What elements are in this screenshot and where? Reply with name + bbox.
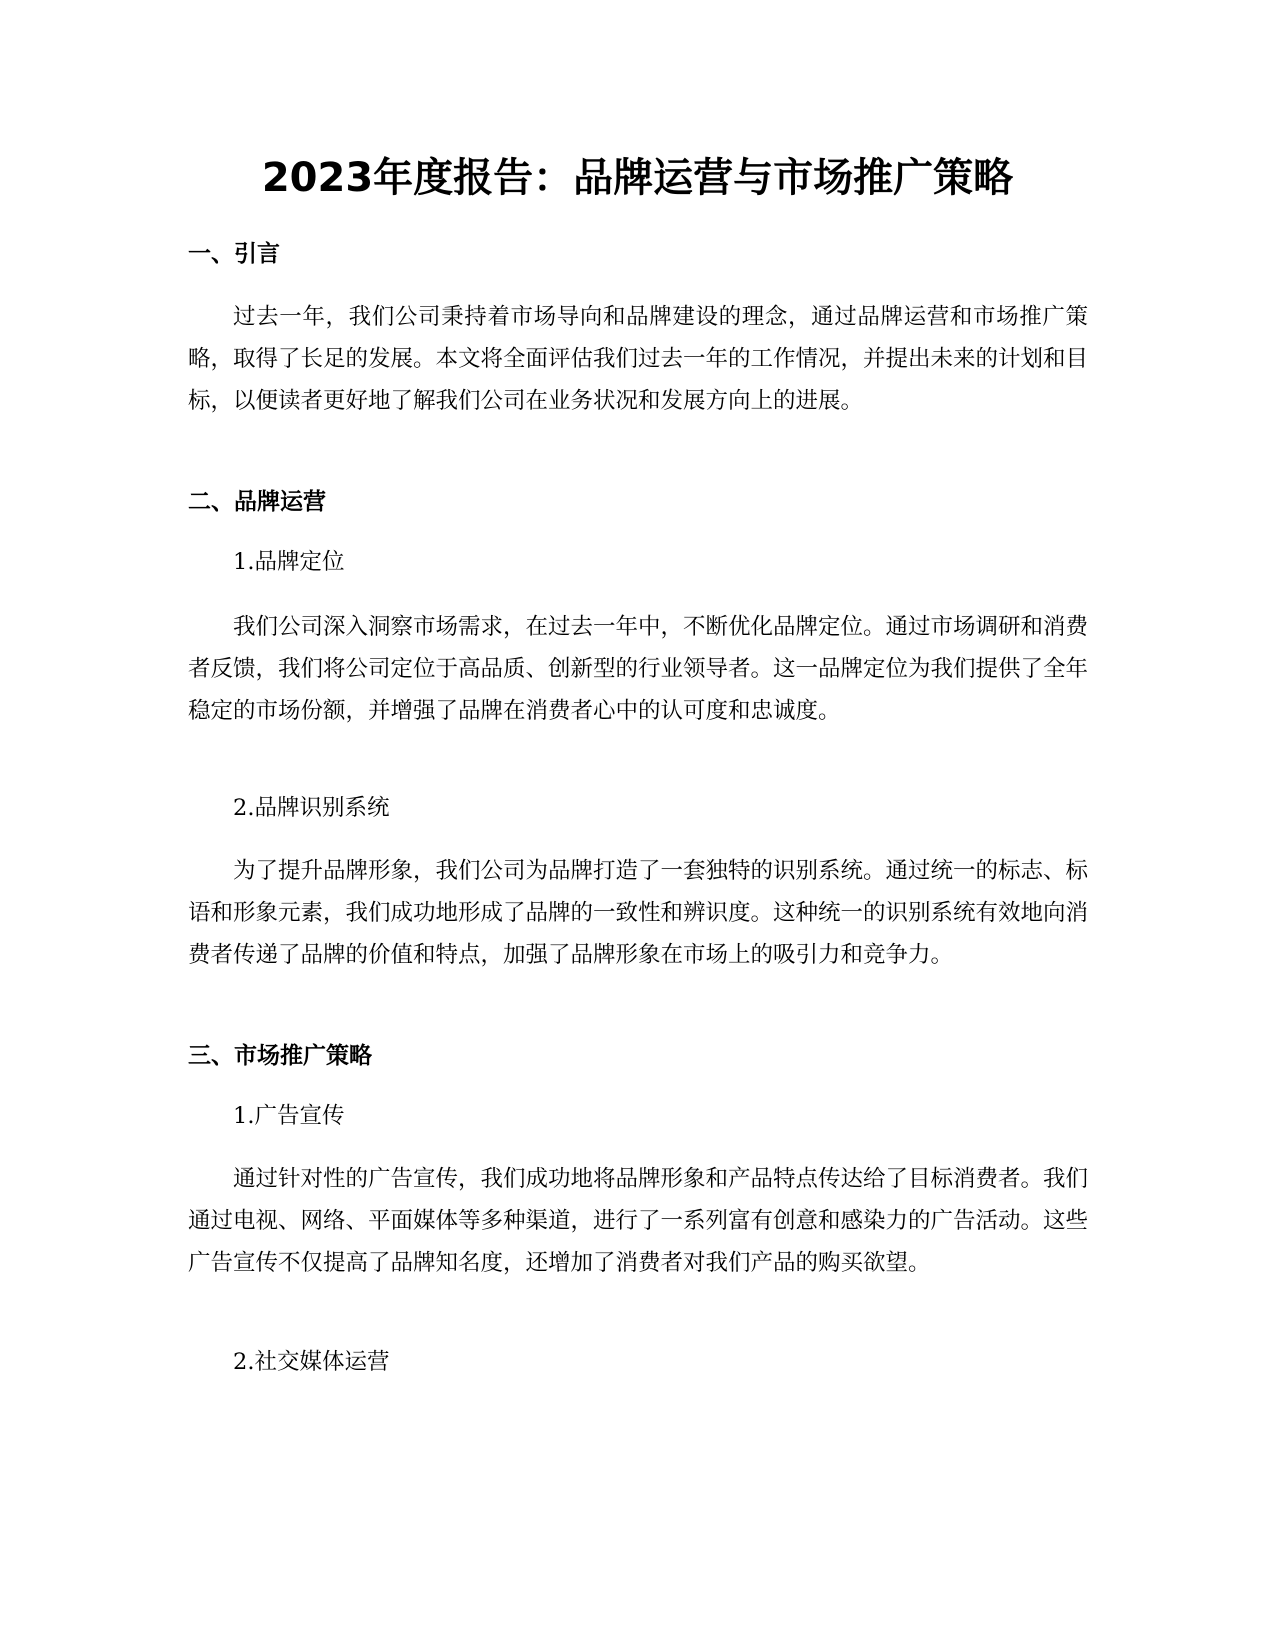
section-heading-marketing: 三、市场推广策略 xyxy=(188,1043,372,1069)
document-title: 2023年度报告：品牌运营与市场推广策略 xyxy=(261,155,1014,201)
subheading-brand-positioning: 1.品牌定位 xyxy=(233,549,345,575)
intro-paragraph: 过去一年，我们公司秉持着市场导向和品牌建设的理念，通过品牌运营和市场推广策略，取得了长足的发展。本文将全面评估我们过去一年的工作情况，并提出未来的计划和目标，以便读者更好地了解我们公司在业务状况和发展方向上的进展。 xyxy=(188,304,1089,414)
brand-positioning-paragraph: 我们公司深入洞察市场需求，在过去一年中，不断优化品牌定位。通过市场调研和消费者反馈，我们将公司定位于高品质、创新型的行业领导者。这一品牌定位为我们提供了全年稳定的市场份额，并增强了品牌在消费者心中的认可度和忠诚度。 xyxy=(188,614,1089,724)
advertising-paragraph: 通过针对性的广告宣传，我们成功地将品牌形象和产品特点传达给了目标消费者。我们通过电视、网络、平面媒体等多种渠道，进行了一系列富有创意和感染力的广告活动。这些广告宣传不仅提高了品牌知名度，还增加了消费者对我们产品的购买欲望。 xyxy=(188,1166,1089,1276)
section-heading-intro: 一、引言 xyxy=(188,241,280,267)
subheading-advertising: 1.广告宣传 xyxy=(233,1103,345,1129)
brand-identity-paragraph: 为了提升品牌形象，我们公司为品牌打造了一套独特的识别系统。通过统一的标志、标语和形象元素，我们成功地形成了品牌的一致性和辨识度。这种统一的识别系统有效地向消费者传递了品牌的价值和特点，加强了品牌形象在市场上的吸引力和竞争力。 xyxy=(188,858,1089,968)
subheading-social-media: 2.社交媒体运营 xyxy=(233,1349,390,1375)
section-heading-brand-ops: 二、品牌运营 xyxy=(188,489,326,515)
subheading-brand-identity: 2.品牌识别系统 xyxy=(233,795,390,821)
